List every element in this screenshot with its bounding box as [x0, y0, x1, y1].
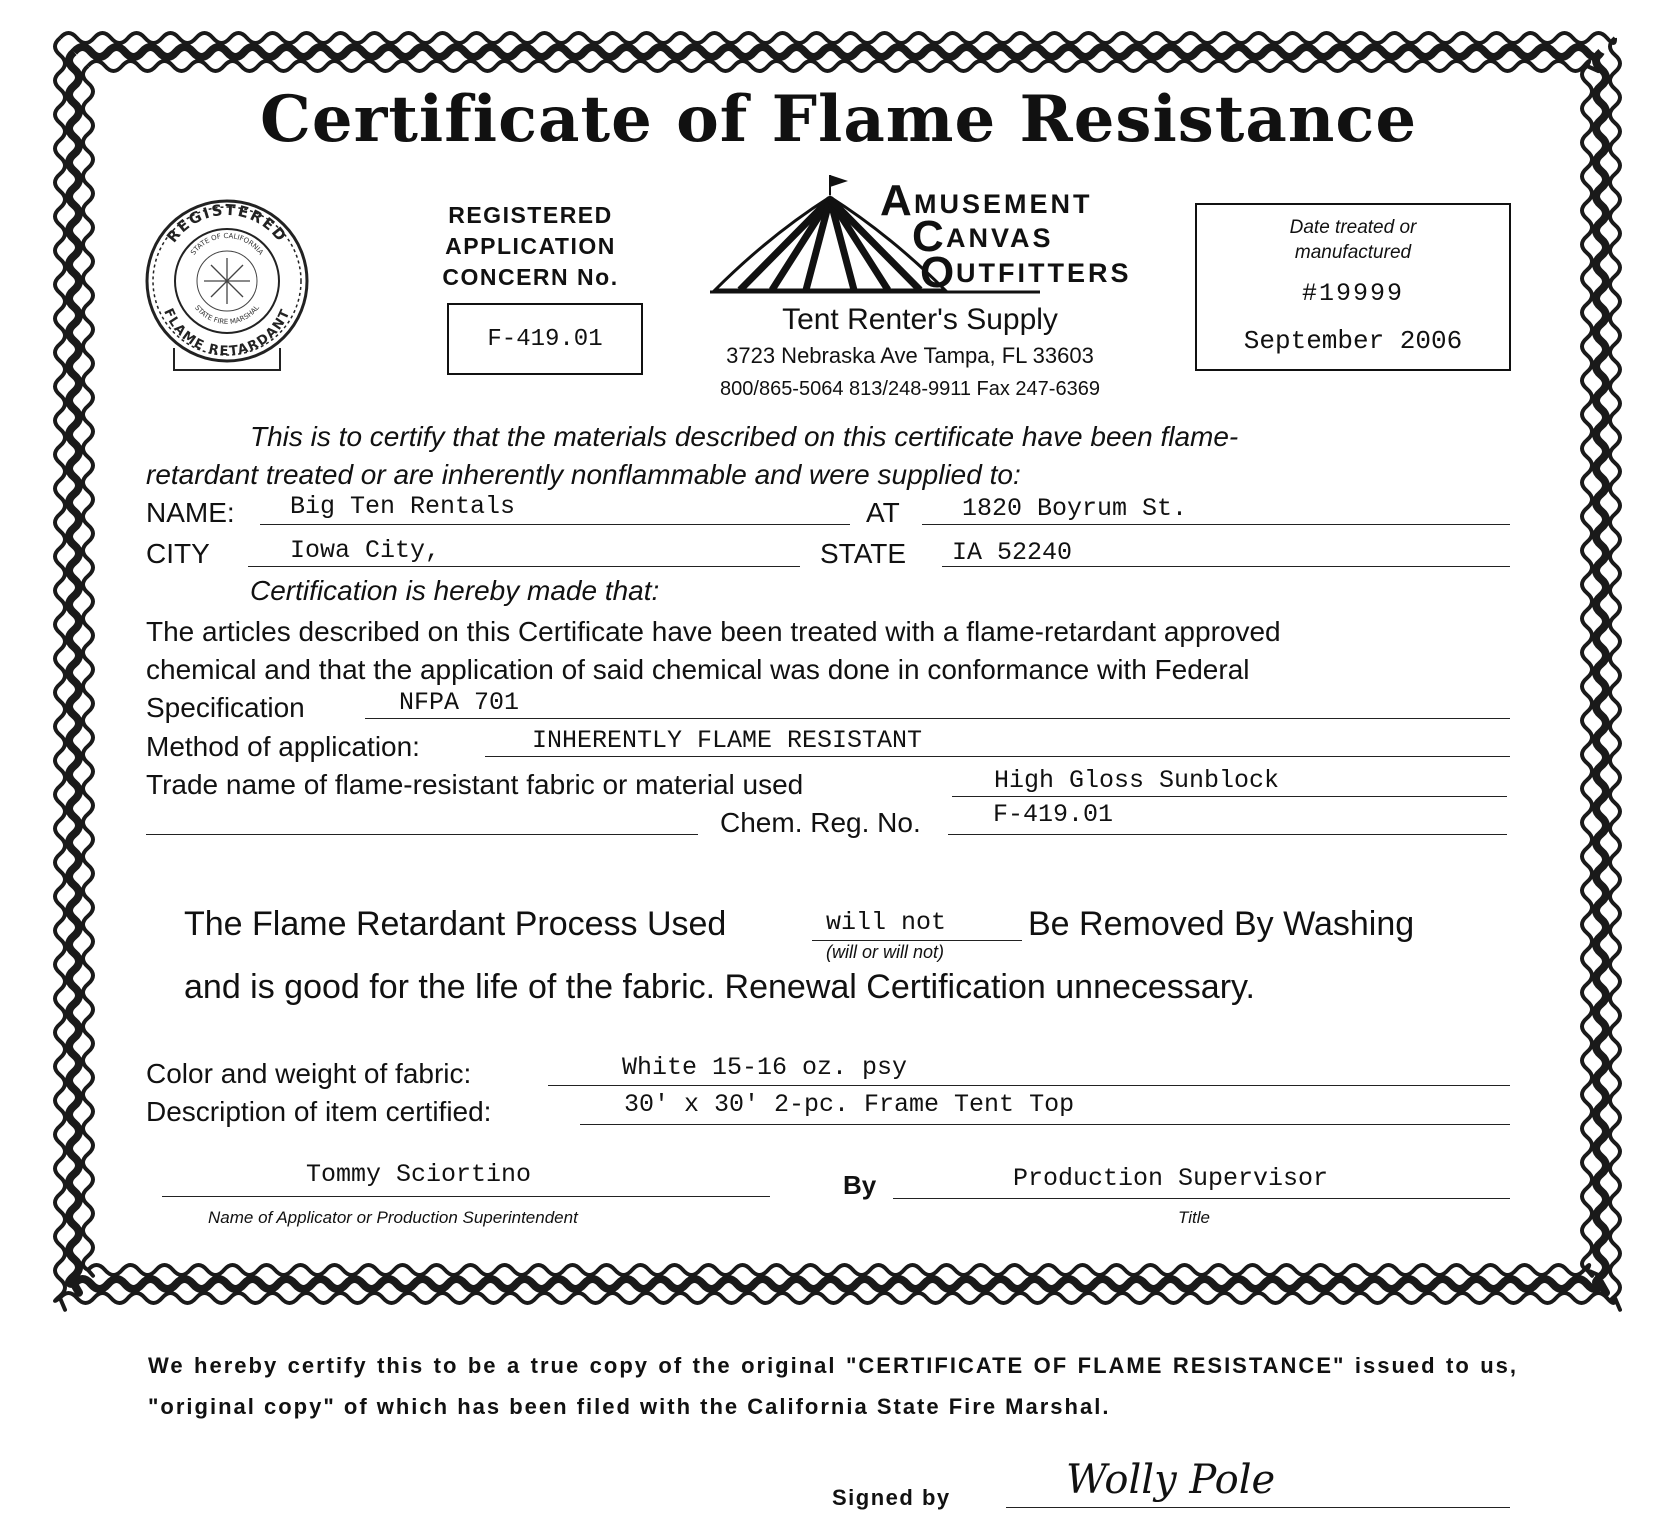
desc-line	[580, 1086, 1510, 1125]
svg-text:O: O	[920, 248, 955, 297]
border-wave	[83, 66, 93, 1276]
certification-line2: chemical and that the application of said chemical was done in conformance with Federal	[146, 654, 1250, 685]
certification-line1: The articles described on this Certificate have been treated with a flame-retardant approved	[146, 616, 1281, 647]
intro-line1: This is to certify that the materials described on this certificate have been flame-	[250, 421, 1239, 452]
method-value: INHERENTLY FLAME RESISTANT	[532, 726, 923, 755]
by-label: By	[843, 1170, 877, 1200]
svg-text:ANVAS: ANVAS	[946, 223, 1054, 253]
treated-date: September 2006	[1243, 326, 1463, 356]
color-line	[548, 1049, 1510, 1086]
chem-label: Chem. Reg. No.	[720, 807, 921, 838]
recipient-name: Big Ten Rentals	[290, 492, 516, 521]
svg-text:STATE FIRE MARSHAL	[193, 304, 261, 326]
spec-line	[365, 684, 1510, 719]
border-wave	[60, 33, 1615, 43]
state-label: STATE	[820, 538, 907, 569]
certification-body	[146, 613, 1526, 689]
trade-line	[952, 760, 1507, 797]
seal-ring-top: STATE OF CALIFORNIA	[189, 231, 265, 257]
recipient-state: IA 52240	[952, 538, 1073, 567]
date-box	[1195, 203, 1511, 371]
color-label: Color and weight of fabric:	[146, 1058, 472, 1089]
title-line	[893, 1160, 1510, 1199]
trade-value: High Gloss Sunblock	[994, 766, 1280, 795]
address-line	[922, 490, 1510, 525]
blank-line	[146, 800, 698, 835]
certification-heading: Certification is hereby made that:	[250, 575, 660, 606]
washing-suffix: Be Removed By Washing	[1028, 905, 1415, 943]
border-wave	[1610, 38, 1620, 1310]
intro-line2: retardant treated or are inherently nonflammable and were supplied to:	[146, 459, 1021, 490]
certificate-number: #19999	[1301, 279, 1404, 308]
date-label-line2: manufactured	[1294, 242, 1412, 263]
at-label: AT	[866, 497, 900, 528]
recipient-address: 1820 Boyrum St.	[962, 494, 1188, 523]
state-line	[942, 530, 1510, 567]
washing-hint: (will or will not)	[826, 942, 945, 962]
footer-statement: We hereby certify this to be a true copy of the original "CERTIFICATE OF FLAME RESISTANCE" issued to us, "original copy" of which has been filed with the California State Fire Marshal.	[148, 1353, 1518, 1419]
signature-line	[1006, 1455, 1510, 1508]
company-address: 3723 Nebraska Ave Tampa, FL 33603	[726, 343, 1094, 368]
washing-value: will not	[826, 908, 947, 937]
border-wave	[1582, 66, 1592, 1276]
signed-by-label: Signed by	[832, 1485, 951, 1510]
border-wave	[55, 38, 65, 1310]
title-value: Production Supervisor	[1013, 1164, 1329, 1193]
registration-label-line3: CONCERN No.	[442, 264, 619, 290]
spec-value: NFPA 701	[399, 688, 520, 717]
border-wave	[88, 1265, 1598, 1275]
company-logo	[710, 165, 1130, 305]
name-line	[260, 490, 850, 525]
applicator-name: Tommy Sciortino	[306, 1160, 532, 1189]
registration-label	[418, 200, 643, 293]
date-label-line1: Date treated or	[1289, 217, 1417, 238]
desc-label: Description of item certified:	[146, 1096, 492, 1127]
svg-text:A: A	[880, 176, 912, 225]
desc-value: 30' x 30' 2-pc. Frame Tent Top	[624, 1090, 1075, 1119]
washing-line	[812, 902, 1022, 941]
company-phones: 800/865-5064 813/248-9911 Fax 247-6369	[720, 378, 1100, 400]
name-label: NAME:	[146, 497, 235, 528]
method-label: Method of application:	[146, 731, 420, 762]
registration-label-line2: APPLICATION	[445, 233, 616, 259]
svg-text:C: C	[912, 212, 944, 261]
city-label: CITY	[146, 538, 210, 569]
spec-label: Specification	[146, 692, 305, 723]
svg-text:UTFITTERS: UTFITTERS	[956, 258, 1130, 288]
border-wave	[69, 52, 79, 1293]
svg-text:MUSEMENT: MUSEMENT	[914, 189, 1093, 219]
seal-bottom-text: FLAME RETARDANT	[160, 306, 294, 360]
border-wave	[74, 47, 1601, 57]
chem-value: F-419.01	[993, 800, 1114, 829]
chem-line	[948, 798, 1507, 835]
company-tagline: Tent Renter's Supply	[782, 303, 1058, 336]
applicator-line	[162, 1158, 770, 1197]
color-value: White 15-16 oz. psy	[622, 1053, 908, 1082]
seal-ring-bottom: STATE FIRE MARSHAL	[193, 303, 261, 327]
signature: Wolly Pole	[1066, 1457, 1276, 1503]
title-label: Title	[1178, 1208, 1210, 1227]
trade-label: Trade name of flame-resistant fabric or material used	[146, 769, 804, 800]
registration-label-line1: REGISTERED	[448, 202, 613, 228]
recipient-city: Iowa City,	[290, 536, 441, 565]
washing-prefix: The Flame Retardant Process Used	[184, 905, 727, 943]
border-wave	[1596, 52, 1606, 1293]
intro-text	[146, 418, 1516, 494]
seal-top-text: REGISTERED	[162, 200, 292, 247]
border-wave	[88, 61, 1598, 71]
border-wave	[74, 1279, 1601, 1289]
registration-number-box	[447, 303, 643, 375]
washing-line2: and is good for the life of the fabric. Renewal Certification unnecessary.	[184, 968, 1255, 1006]
applicator-label: Name of Applicator or Production Superintendent	[208, 1208, 578, 1227]
city-line	[248, 530, 800, 567]
registration-number: F-419.01	[487, 325, 603, 353]
border-wave	[60, 1293, 1615, 1303]
registered-seal	[142, 188, 312, 393]
method-line	[485, 722, 1510, 757]
certificate-title: Certificate of Flame Resistance	[259, 82, 1418, 157]
